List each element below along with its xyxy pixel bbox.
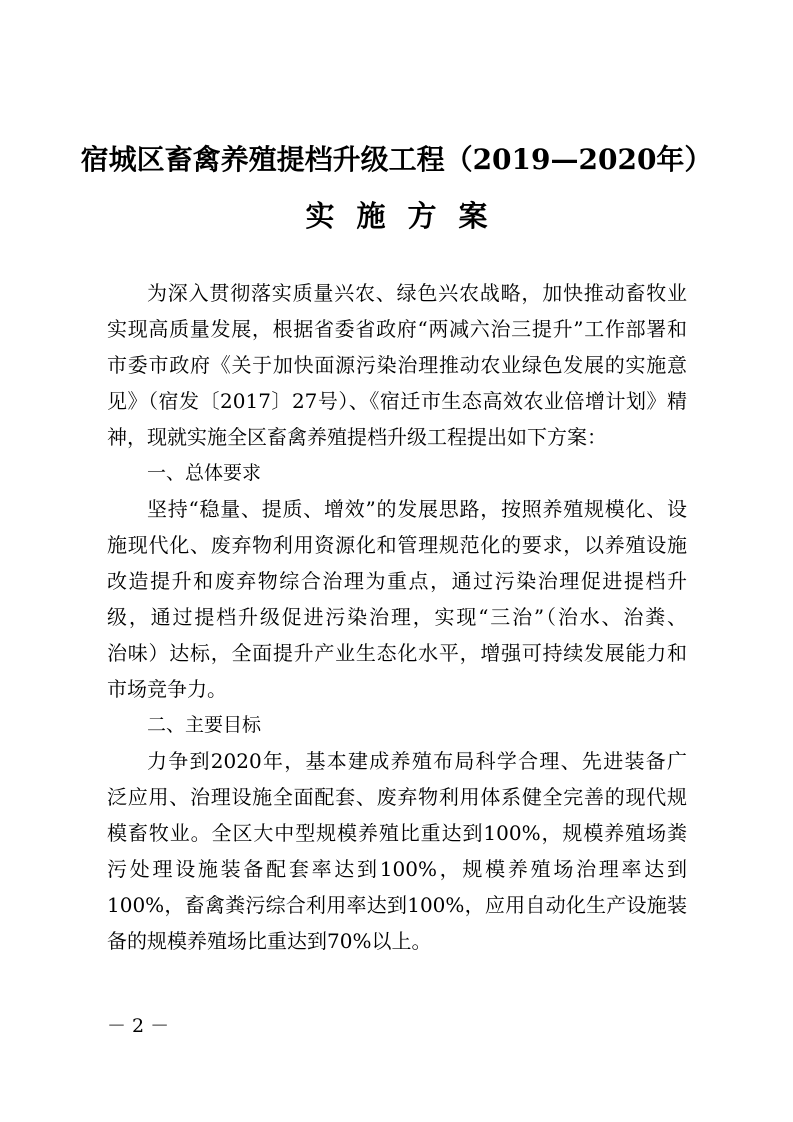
document-body [107,275,687,959]
section1-line: 市场竞争力。 [107,677,227,701]
document-title: 宿城区畜禽养殖提档升级工程（2019—2020年） [80,143,713,176]
section-heading-general-requirements: 一、总体要求 [147,462,262,484]
intro-line: 市委市政府《关于加快面源污染治理推动农业绿色发展的实施意 [107,353,687,377]
section1-line: 级，通过提档升级促进污染治理，实现“三治”（治水、治粪、 [107,605,687,629]
intro-line: 实现高质量发展，根据省委省政府“两减六治三提升”工作部署和 [107,317,687,341]
intro-line: 见》（宿发〔2017〕27号）、《宿迁市生态高效农业倍增计划》精 [107,389,687,413]
document-subtitle: 实施方案 [305,199,510,233]
intro-line: 神，现就实施全区畜禽养殖提档升级工程提出如下方案： [107,425,607,449]
section1-line: 治味）达标，全面提升产业生态化水平，增强可持续发展能力和 [107,641,687,665]
section2-line: 污处理设施装备配套率达到100%，规模养殖场治理率达到 [107,857,687,881]
section2-line: 100%，畜禽粪污综合利用率达到100%，应用自动化生产设施装 [107,893,687,917]
section1-line: 改造提升和废弃物综合治理为重点，通过污染治理促进提档升 [107,569,687,593]
section-heading-main-goals: 二、主要目标 [147,714,262,736]
section2-line: 备的规模养殖场比重达到70%以上。 [107,929,432,953]
section2-line: 力争到2020年，基本建成养殖布局科学合理、先进装备广 [147,749,687,773]
section1-line: 坚持“稳量、提质、增效”的发展思路，按照养殖规模化、设 [147,497,687,521]
section1-line: 施现代化、废弃物利用资源化和管理规范化的要求，以养殖设施 [107,533,687,557]
intro-line: 为深入贯彻落实质量兴农、绿色兴农战略，加快推动畜牧业 [147,281,687,305]
page-number: － 2 － [107,1015,170,1037]
section2-line: 泛应用、治理设施全面配套、废弃物利用体系健全完善的现代规 [107,785,687,809]
section2-line: 模畜牧业。全区大中型规模养殖比重达到100%，规模养殖场粪 [107,821,687,845]
